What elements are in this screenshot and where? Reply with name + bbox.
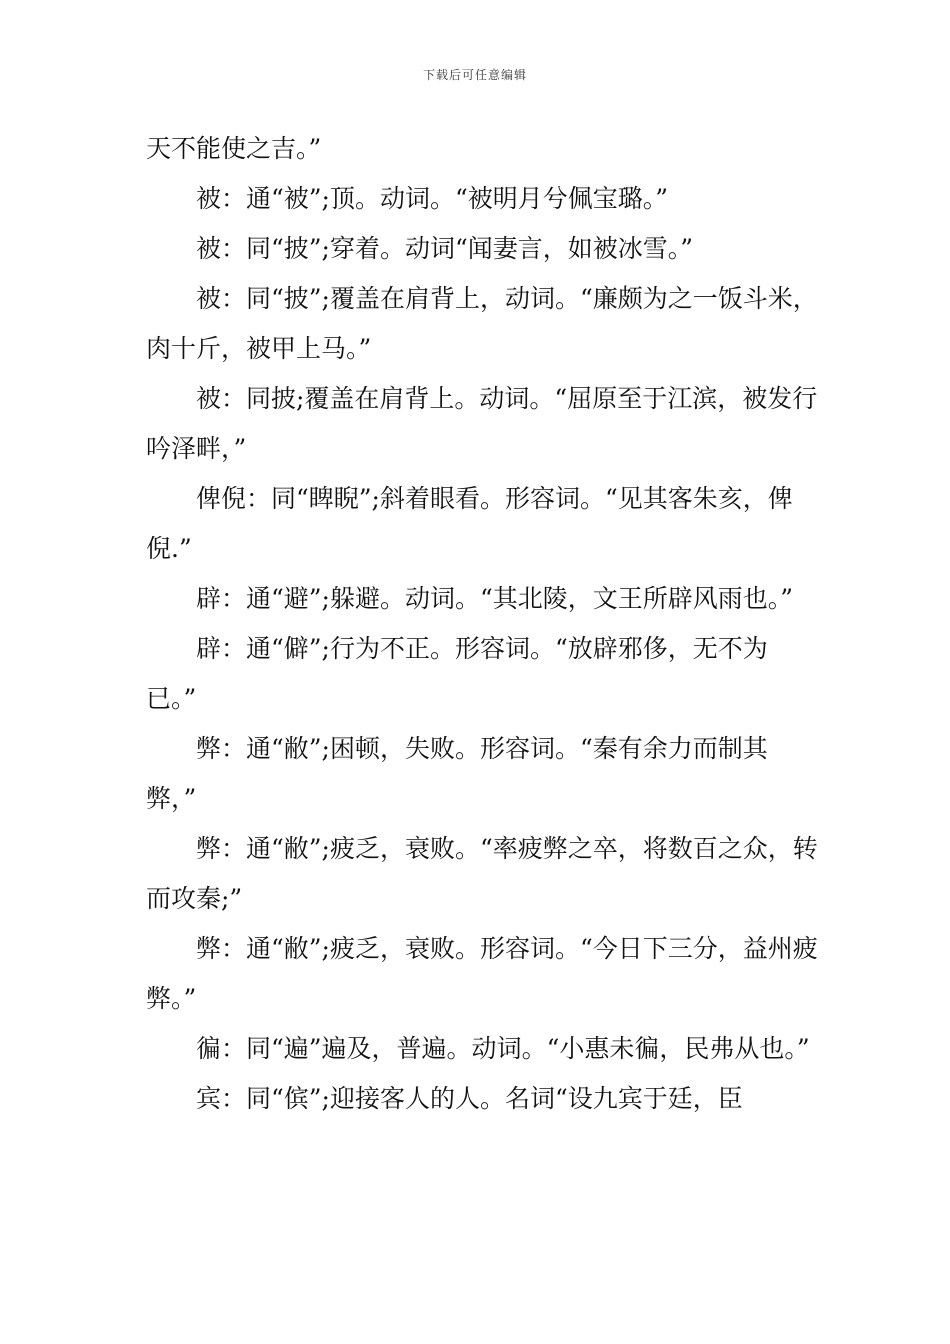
document-body — [146, 124, 818, 1124]
paragraph: 徧：同“遍”遍及，普遍。动词。“小惠未徧，民弗从也。” — [196, 1034, 810, 1063]
paragraph: 被：同“披”;覆盖在肩背上，动词。“廉颇为之一饭斗米，肉十斤，被甲上马。” — [146, 284, 818, 363]
paragraph: 被：同披;覆盖在肩背上。动词。“屈原至于江滨，被发行吟泽畔，” — [146, 384, 818, 463]
paragraph: 宾：同“傧”;迎接客人的人。名词“设九宾于廷，臣 — [196, 1084, 743, 1113]
page-header-note: 下载后可任意编辑 — [422, 68, 527, 82]
paragraph: 被：通“被”;顶。动词。“被明月兮佩宝璐。” — [196, 184, 669, 213]
paragraph: 弊：通“敝”;疲乏，衰败。“率疲弊之卒，将数百之众，转而攻秦;” — [146, 834, 818, 913]
paragraph: 弊：通“敝”;疲乏，衰败。形容词。“今日下三分，益州疲弊。” — [146, 934, 818, 1013]
paragraph: 弊：通“敝”;困顿，失败。形容词。“秦有余力而制其弊，” — [146, 734, 768, 813]
paragraph: 辟：通“僻”;行为不正。形容词。“放辟邪侈，无不为已。” — [146, 634, 768, 713]
paragraph: 被：同“披”;穿着。动词“闻妻言，如被冰雪。” — [196, 234, 694, 263]
paragraph: 辟：通“避”;躲避。动词。“其北陵，文王所辟风雨也。” — [196, 584, 794, 613]
paragraph: 俾倪：同“睥睨”;斜着眼看。形容词。“见其客朱亥，俾倪.” — [146, 484, 793, 563]
paragraph: 天不能使之吉。” — [146, 134, 322, 163]
